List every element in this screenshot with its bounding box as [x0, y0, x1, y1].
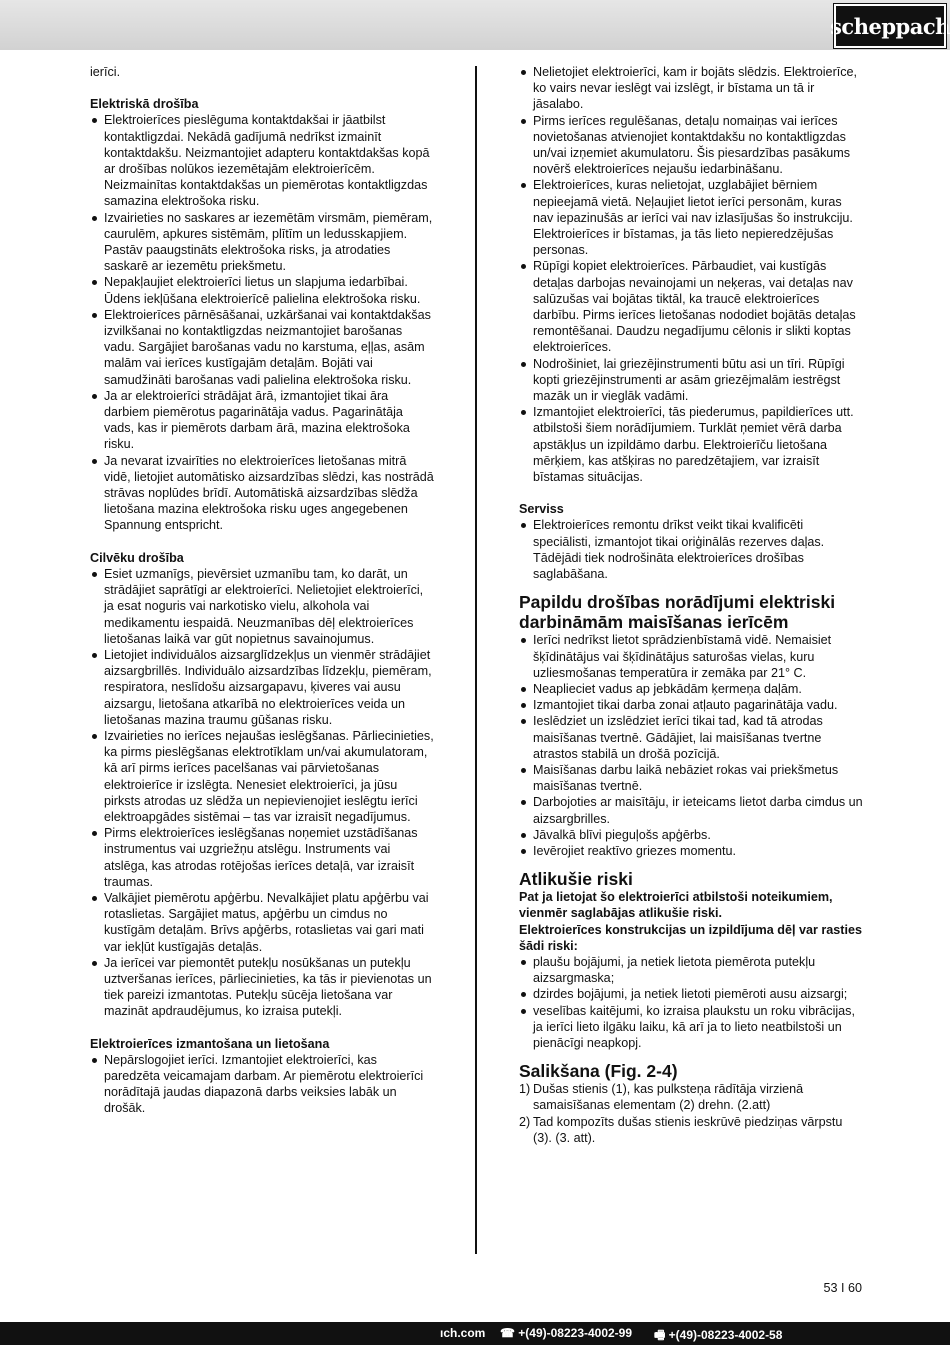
list-item: Darbojoties ar maisītāju, ir ieteicams lietot darba cimdus un aizsargbrilles. [519, 794, 864, 826]
list-item: Esiet uzmanīgs, pievērsiet uzmanību tam, ko darāt, un strādājiet saprātīgi ar elektroierīci. Nelietojiet elektroierīci, ja esat noguris vai narkotisko vielu, alkohola vai medikamentu iespaidā. Neuzmanības dēļ elektroierīces lietošanas laikā var gūt nopietnus savainojumus. [90, 566, 435, 647]
list-item: Elektroierīces pārnēsāšanai, uzkāršanai vai kontaktdakšas izvilkšanai no kontaktligzdas neizmantojiet barošanas vadu. Sargājiet barošanas vadu no karstuma, eļļas, asām malām vai ierīces kustīgajām detaļām. Bojāti vai samudžināti barošanas vadi palielina elektrošoka risku. [90, 307, 435, 388]
list-item: Ierīci nedrīkst lietot sprādzienbīstamā vidē. Nemaisiet šķīdinātājus vai šķīdinātājus saturošas vielas, kuru uzliesmošanas temperatūra ir zemāka par 21° C. [519, 632, 864, 681]
right-column [519, 64, 864, 1146]
service-list [519, 517, 864, 582]
section-title-assembly: Salikšana (Fig. 2-4) [519, 1061, 678, 1082]
additional-safety-list [519, 632, 864, 859]
section-title-tool-use: Elektroierīces izmantošana un lietošana [90, 1036, 330, 1051]
assembly-step [519, 1081, 864, 1113]
list-item: Elektroierīces remontu drīkst veikt tikai kvalificēti speciālisti, izmantojot tikai oriģinālās rezerves daļas. Tādējādi tiek nodrošināta elektroierīces drošības saglabāšana. [519, 517, 864, 582]
page-number: 53 I 60 [823, 1281, 862, 1295]
footer-phone: ☎ +(49)-08223-4002-99 [500, 1326, 633, 1340]
residual-risks-subintro: Elektroierīces konstrukcijas un izpildījuma dēļ var rasties šādi riski: [519, 922, 862, 953]
list-item: Pirms elektroierīces ieslēgšanas noņemiet uzstādīšanas instrumentus vai uzgriežņu atslēgu. Instruments vai atslēga, kas atrodas rotējošas ierīces detaļā, var izraisīt traumas. [90, 825, 435, 890]
list-item: plaušu bojājumi, ja netiek lietota piemērota putekļu aizsargmaska; [519, 954, 864, 986]
list-item: Jāvalkā blīvi pieguļošs apģērbs. [519, 827, 864, 843]
list-item: Ievērojiet reaktīvo griezes momentu. [519, 843, 864, 859]
step-text: Tad kompozīts dušas stienis ieskrūvē piedziņas vārpstu (3). (3. att). [533, 1114, 843, 1145]
list-item: Elektroierīces, kuras nelietojat, uzglabājiet bērniem nepieejamā vietā. Neļaujiet lietot ierīci personām, kuras nav iepazinušās ar ierīci vai nav izlasījušas šo instrukciju. Elektroierīces ir bīstamas, ja tās lieto nepieredzējušas personas. [519, 177, 864, 258]
residual-risks-list [519, 954, 864, 1051]
electrical-safety-list [90, 112, 435, 533]
list-item: Neaplieciet vadus ap jebkādām ķermeņa daļām. [519, 681, 864, 697]
list-item: Ja nevarat izvairīties no elektroierīces lietošanas mitrā vidē, lietojiet automātisko aizsardzības slēdzi, kas nostrādā strāvas noplūdes brīdī. Automātiskā aizsardzības slēdža lietošana mazina elektrošoka risku uges angegebenen Spannung entspricht. [90, 453, 435, 534]
list-item: Nelietojiet elektroierīci, kam ir bojāts slēdzis. Elektroierīce, ko vairs nevar ieslēgt vai izslēgt, ir bīstama un tā ir jāsalabo. [519, 64, 864, 113]
list-item: Pirms ierīces regulēšanas, detaļu nomaiņas vai ierīces novietošanas atvienojiet kontaktdakšu no kontaktligzdas un/vai izņemiet akumulatoru. Šis piesardzības pasākums novērš elektroierīces nejaušu iedarbināšanu. [519, 113, 864, 178]
list-item: dzirdes bojājumi, ja netiek lietoti piemēroti ausu aizsargi; [519, 986, 864, 1002]
section-title-residual-risks: Atlikušie riski [519, 869, 633, 890]
list-item: Lietojiet individuālos aizsarglīdzekļus un vienmēr strādājiet aizsargbrillēs. Individuālo aizsardzības līdzekļu, piemēram, respiratora, neslīdošu aizsargapavu, ķiveres vai ausu aizsargu, lietošana atkarībā no elektroierīces veida un lietošanas mazina traumu gūšanas risku. [90, 647, 435, 728]
list-item: Ja ierīcei var piemontēt putekļu nosūkšanas un putekļu uztveršanas ierīces, pārliecinieties, ka tās ir pievienotas un tiek pareizi izmantotas. Putekļu sūcēja lietošana var mazināt apdraudējumus, ko izraisa putekļi. [90, 955, 435, 1020]
header-band [0, 0, 950, 50]
section-title-additional-safety: Papildu drošības norādījumi elektriski darbināmām maisīšanas ierīcēm [519, 592, 836, 633]
section-title-service: Serviss [519, 502, 564, 517]
list-item: Ieslēdziet un izslēdziet ierīci tikai tad, kad tā atrodas maisīšanas tvertnē. Gādājiet, lai maisīšanas tvertne atrastos stabilā un drošā pozīcijā. [519, 713, 864, 762]
list-item: Izvairieties no ierīces nejaušas ieslēgšanas. Pārliecinieties, ka pirms pieslēgšanas elektrotīklam un/vai akumulatoram, kā arī pirms ierīces pacelšanas vai pārvietošanas elektroierīce ir izslēgta. Nenesiet elektroierīci, ja jūsu pirksts atrodas uz slēdža un nepievienojiet ieslēgtu ierīci elektroapgādes sistēmai – tas var izraisīt negadījumus. [90, 728, 435, 825]
footer-bar [0, 1322, 950, 1345]
list-item: Nepakļaujiet elektroierīci lietus un slapjuma iedarbībai. Ūdens iekļūšana elektroierīcē palielina elektrošoka risku. [90, 274, 435, 306]
list-item: Izmantojiet elektroierīci, tās piederumus, papildierīces utt. atbilstoši šiem norādījumiem. Turklāt ņemiet vērā darba apstākļus un izpildāmo darbu. Elektroierīču lietošana mērķiem, kas atšķiras no paredzētajiem, var izraisīt bīstamas situācijas. [519, 404, 864, 485]
list-item: Ja ar elektroierīci strādājat ārā, izmantojiet tikai āra darbiem piemērotus pagarinātāja vadus. Pagarinātāja vads, kas ir piemērots darbam ārā, mazina elektrošoka risku. [90, 388, 435, 453]
list-item: Izmantojiet tikai darba zonai atļauto pagarinātāja vadu. [519, 697, 864, 713]
list-item: Izvairieties no saskares ar iezemētām virsmām, piemēram, caurulēm, apkures sistēmām, plītīm un ledusskapjiem. Pastāv paaugstināts elektrošoka risks, ja atrodaties saskarē ar iezemētu priekšmetu. [90, 210, 435, 275]
assembly-step [519, 1114, 864, 1146]
left-column [90, 64, 435, 1117]
residual-risks-intro: Pat ja lietojat šo elektroierīci atbilstoši noteikumiem, vienmēr saglabājas atlikušie riski. [519, 890, 833, 921]
list-item: veselības kaitējumi, ko izraisa plaukstu un roku vibrācijas, ja ierīci lieto ilgāku laiku, kā arī ja to lieto neatbilstoši un pienācīgi neapkopj. [519, 1003, 864, 1052]
list-item: Nodrošiniet, lai griezējinstrumenti būtu asi un tīri. Rūpīgi kopti griezējinstrumenti ar asām griezējmalām iestrēgst mazāk un ir vieglāk vadāmi. [519, 356, 864, 405]
personal-safety-list [90, 566, 435, 1020]
tool-use-list-continued [519, 64, 864, 485]
list-item: Maisīšanas darbu laikā nebāziet rokas vai priekšmetus maisīšanas tvertnē. [519, 762, 864, 794]
step-text: Dušas stienis (1), kas pulksteņa rādītāja virzienā samaisīšanas elementam (2) drehn. (2.att) [533, 1082, 804, 1113]
list-item: Rūpīgi kopiet elektroierīces. Pārbaudiet, vai kustīgās detaļas darbojas nevainojami un neķeras, vai detaļas nav salūzušas vai bojātas tiktāl, ka traucē elektroierīces darbību. Pirms ierīces lietošanas nododiet bojātās detaļas remontēšanai. Daudzu negadījumu cēlonis ir slikti koptas elektroierīces. [519, 258, 864, 355]
section-title-personal-safety: Cilvēku drošība [90, 550, 184, 565]
list-item: Nepārslogojiet ierīci. Izmantojiet elektroierīci, kas paredzēta veicamajam darbam. Ar piemērotu elektroierīci norādītajā jaudas diapazonā darbs veiksies labāk un drošāk. [90, 1052, 435, 1117]
column-divider [475, 66, 477, 1254]
footer-fax: 🖷 +(49)-08223-4002-58 [654, 1328, 783, 1342]
brand-logo: scheppach [834, 4, 946, 48]
section-title-electrical-safety: Elektriskā drošība [90, 97, 199, 112]
footer-website: ıch.com [440, 1326, 486, 1340]
step-number: 1) [519, 1082, 531, 1097]
list-item: Valkājiet piemērotu apģērbu. Nevalkājiet platu apģērbu vai rotaslietas. Sargājiet matus, apģērbu un cimdus no kustīgām detaļām. Brīvs apģērbs, rotaslietas vai gari mati var iekļūt kustīgajās detaļās. [90, 890, 435, 955]
tool-use-list [90, 1052, 435, 1117]
intro-text: ierīci. [90, 65, 121, 79]
assembly-steps [519, 1081, 864, 1146]
step-number: 2) [519, 1114, 531, 1129]
list-item: Elektroierīces pieslēguma kontaktdakšai ir jāatbilst kontaktligzdai. Nekādā gadījumā nedrīkst izmainīt kontaktdakšu. Neizmantojiet adapteru kontaktdakšas kopā ar drošības nolūkos iezemētajām elektroierīcēm. Neizmainītas kontaktdakšas un piemērotas kontaktligzdas samazina elektrošoka risku. [90, 112, 435, 209]
